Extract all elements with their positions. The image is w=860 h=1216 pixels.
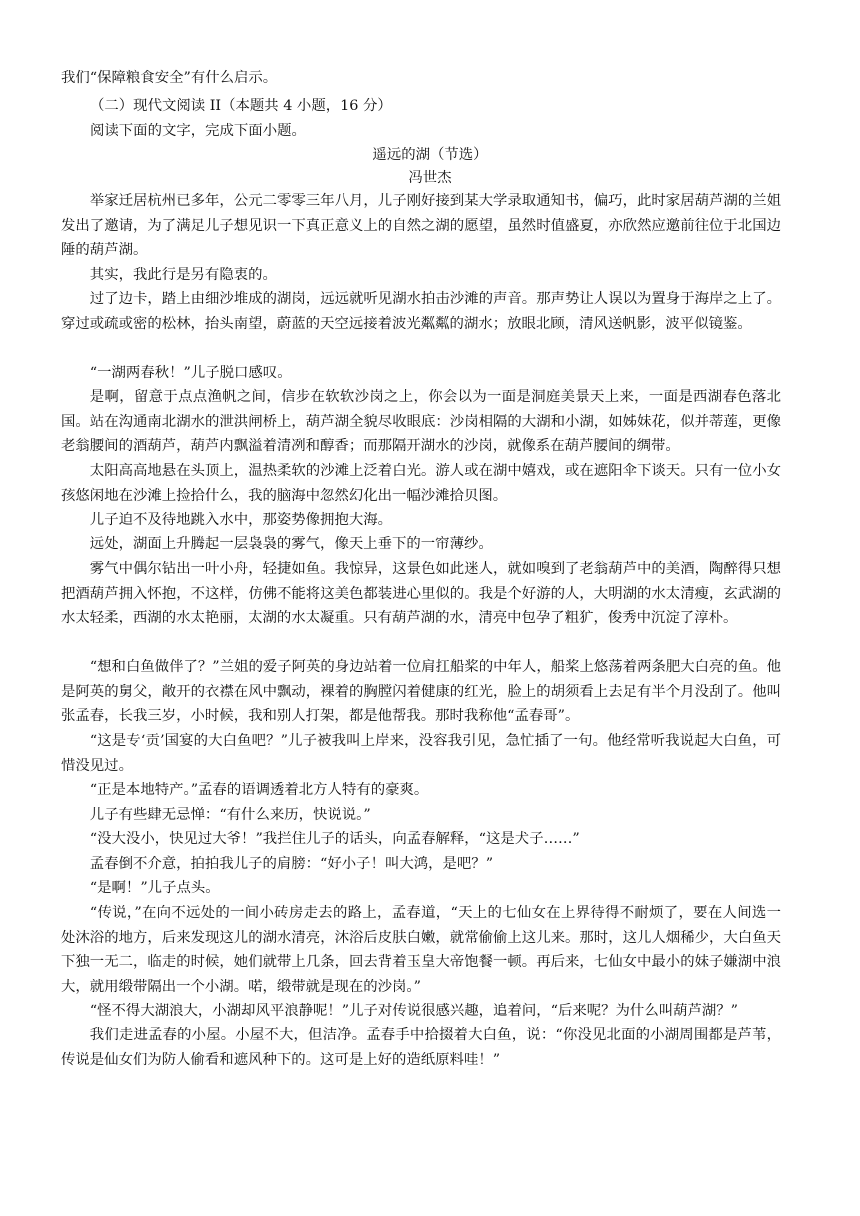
lead-line: 我们“保障粮食安全”有什么启示。 <box>61 70 278 86</box>
article-title: 遥远的湖（节选） <box>372 147 488 163</box>
paragraph-18: “怪不得大湖浪大，小湖却风平浪静呢！”儿子对传说很感兴趣，追着问，“后来呢？为什么叫葫芦湖？” <box>89 1003 739 1019</box>
paragraph-7: 儿子迫不及待地跳入水中，那姿势像拥抱大海。 <box>89 512 393 528</box>
paragraph-1: 举家迁居杭州已多年，公元二零零三年八月，儿子刚好接到某大学录取通知书，偏巧，此时家居葫芦湖的兰姐发出了邀请，为了满足儿子想见识一下真正意义上的自然之湖的愿望，虽然时值盛夏，亦欣然应邀前往位于北国边陲的葫芦湖。 <box>61 193 781 259</box>
instruction-text: 阅读下面的文字，完成下面小题。 <box>90 123 306 139</box>
paragraph-15: 孟春倒不介意，拍拍我儿子的肩膀：“好小子！叫大鸿，是吧？” <box>89 856 494 872</box>
paragraph-8: 远处，湖面上升腾起一层袅袅的雾气，像天上垂下的一帘薄纱。 <box>89 536 493 552</box>
paragraph-14: “没大没小，快见过大爷！”我拦住儿子的话头，向孟春解释，“这是犬子……” <box>89 831 580 847</box>
paragraph-10: “想和白鱼做伴了？”兰姐的爱子阿英的身边站着一位肩扛船桨的中年人，船桨上悠荡着两条肥大白亮的鱼。他是阿英的舅父，敞开的衣襟在风中飘动，裸着的胸膛闪着健康的红光，脸上的胡须看上去足有半个月没刮了。他叫张孟春，长我三岁，小时候，我和别人打架，都是他帮我。那时我称他“孟春哥”。 <box>61 659 781 725</box>
paragraph-5: 是啊，留意于点点渔帆之间，信步在软软沙岗之上，你会以为一面是洞庭美景天上来，一面是西湖春色落北国。站在沟通南北湖水的泄洪闸桥上，葫芦湖全貌尽收眼底：沙岗相隔的大湖和小湖，如姊妹花，似并蒂莲，更像老翁腰间的酒葫芦，葫芦内飘溢着清冽和醇香；而那隔开湖水的沙岗，就像系在葫芦腰间的绸带。 <box>61 389 781 455</box>
paragraph-4: “一湖两春秋！”儿子脱口感叹。 <box>89 365 292 381</box>
paragraph-9: 雾气中偶尔钻出一叶小舟，轻捷如鱼。我惊异，这景色如此迷人，就如嗅到了老翁葫芦中的美酒，陶醉得只想把酒葫芦拥入怀抱，不这样，仿佛不能将这美色都装进心里似的。我是个好游的人，大明湖的水太清瘦，玄武湖的水太轻柔，西湖的水太艳丽，太湖的水太凝重。只有葫芦湖的水，清亮中包孕了粗犷，俊秀中沉淀了淳朴。 <box>61 561 781 627</box>
paragraph-16: “是啊！”儿子点头。 <box>89 880 220 896</box>
paragraph-3: 过了边卡，踏上由细沙堆成的湖岗，远远就听见湖水拍击沙滩的声音。那声势让人误以为置身于海岸之上了。穿过或疏或密的松林，抬头南望，蔚蓝的天空远接着波光粼粼的湖水；放眼北顾，清风送帆影，波平似镜鉴。 <box>61 291 781 332</box>
paragraph-6: 太阳高高地悬在头顶上，温热柔软的沙滩上泛着白光。游人或在湖中嬉戏，或在遮阳伞下谈天。只有一位小女孩悠闲地在沙滩上捡拾什么，我的脑海中忽然幻化出一幅沙滩拾贝图。 <box>61 463 781 504</box>
paragraph-11: “这是专‘贡’国宴的大白鱼吧？”儿子被我叫上岸来，没容我引见，急忙插了一句。他经常听我说起大白鱼，可惜没见过。 <box>61 733 781 774</box>
paragraph-12: “正是本地特产。”孟春的语调透着北方人特有的豪爽。 <box>89 782 429 798</box>
paragraph-2: 其实，我此行是另有隐衷的。 <box>89 267 277 283</box>
section-heading: （二）现代文阅读 II（本题共 4 小题，16 分） <box>90 98 392 114</box>
paragraph-17: “传说，”在向不远处的一间小砖房走去的路上，孟春道，“天上的七仙女在上界待得不耐烦了，要在人间选一处沐浴的地方，后来发现这儿的湖水清亮，沐浴后皮肤白嫩，就常偷偷上这儿来。那时，这儿人烟稀少，大白鱼天下独一无二，临走的时候，她们就带上几条，回去背着玉皇大帝饱餐一顿。再后来，七仙女中最小的妹子嫌湖中浪大，就用缎带隔出一个小湖。喏，缎带就是现在的沙岗。” <box>61 905 781 995</box>
article-author: 冯世杰 <box>408 170 452 186</box>
paragraph-13: 儿子有些肆无忌惮：“有什么来历，快说说。” <box>89 807 371 823</box>
paragraph-19: 我们走进孟春的小屋。小屋不大，但洁净。孟春手中拾掇着大白鱼，说：“你没见北面的小湖周围都是芦苇，传说是仙女们为防人偷看和遮风种下的。这可是上好的造纸原料哇！” <box>61 1027 781 1068</box>
